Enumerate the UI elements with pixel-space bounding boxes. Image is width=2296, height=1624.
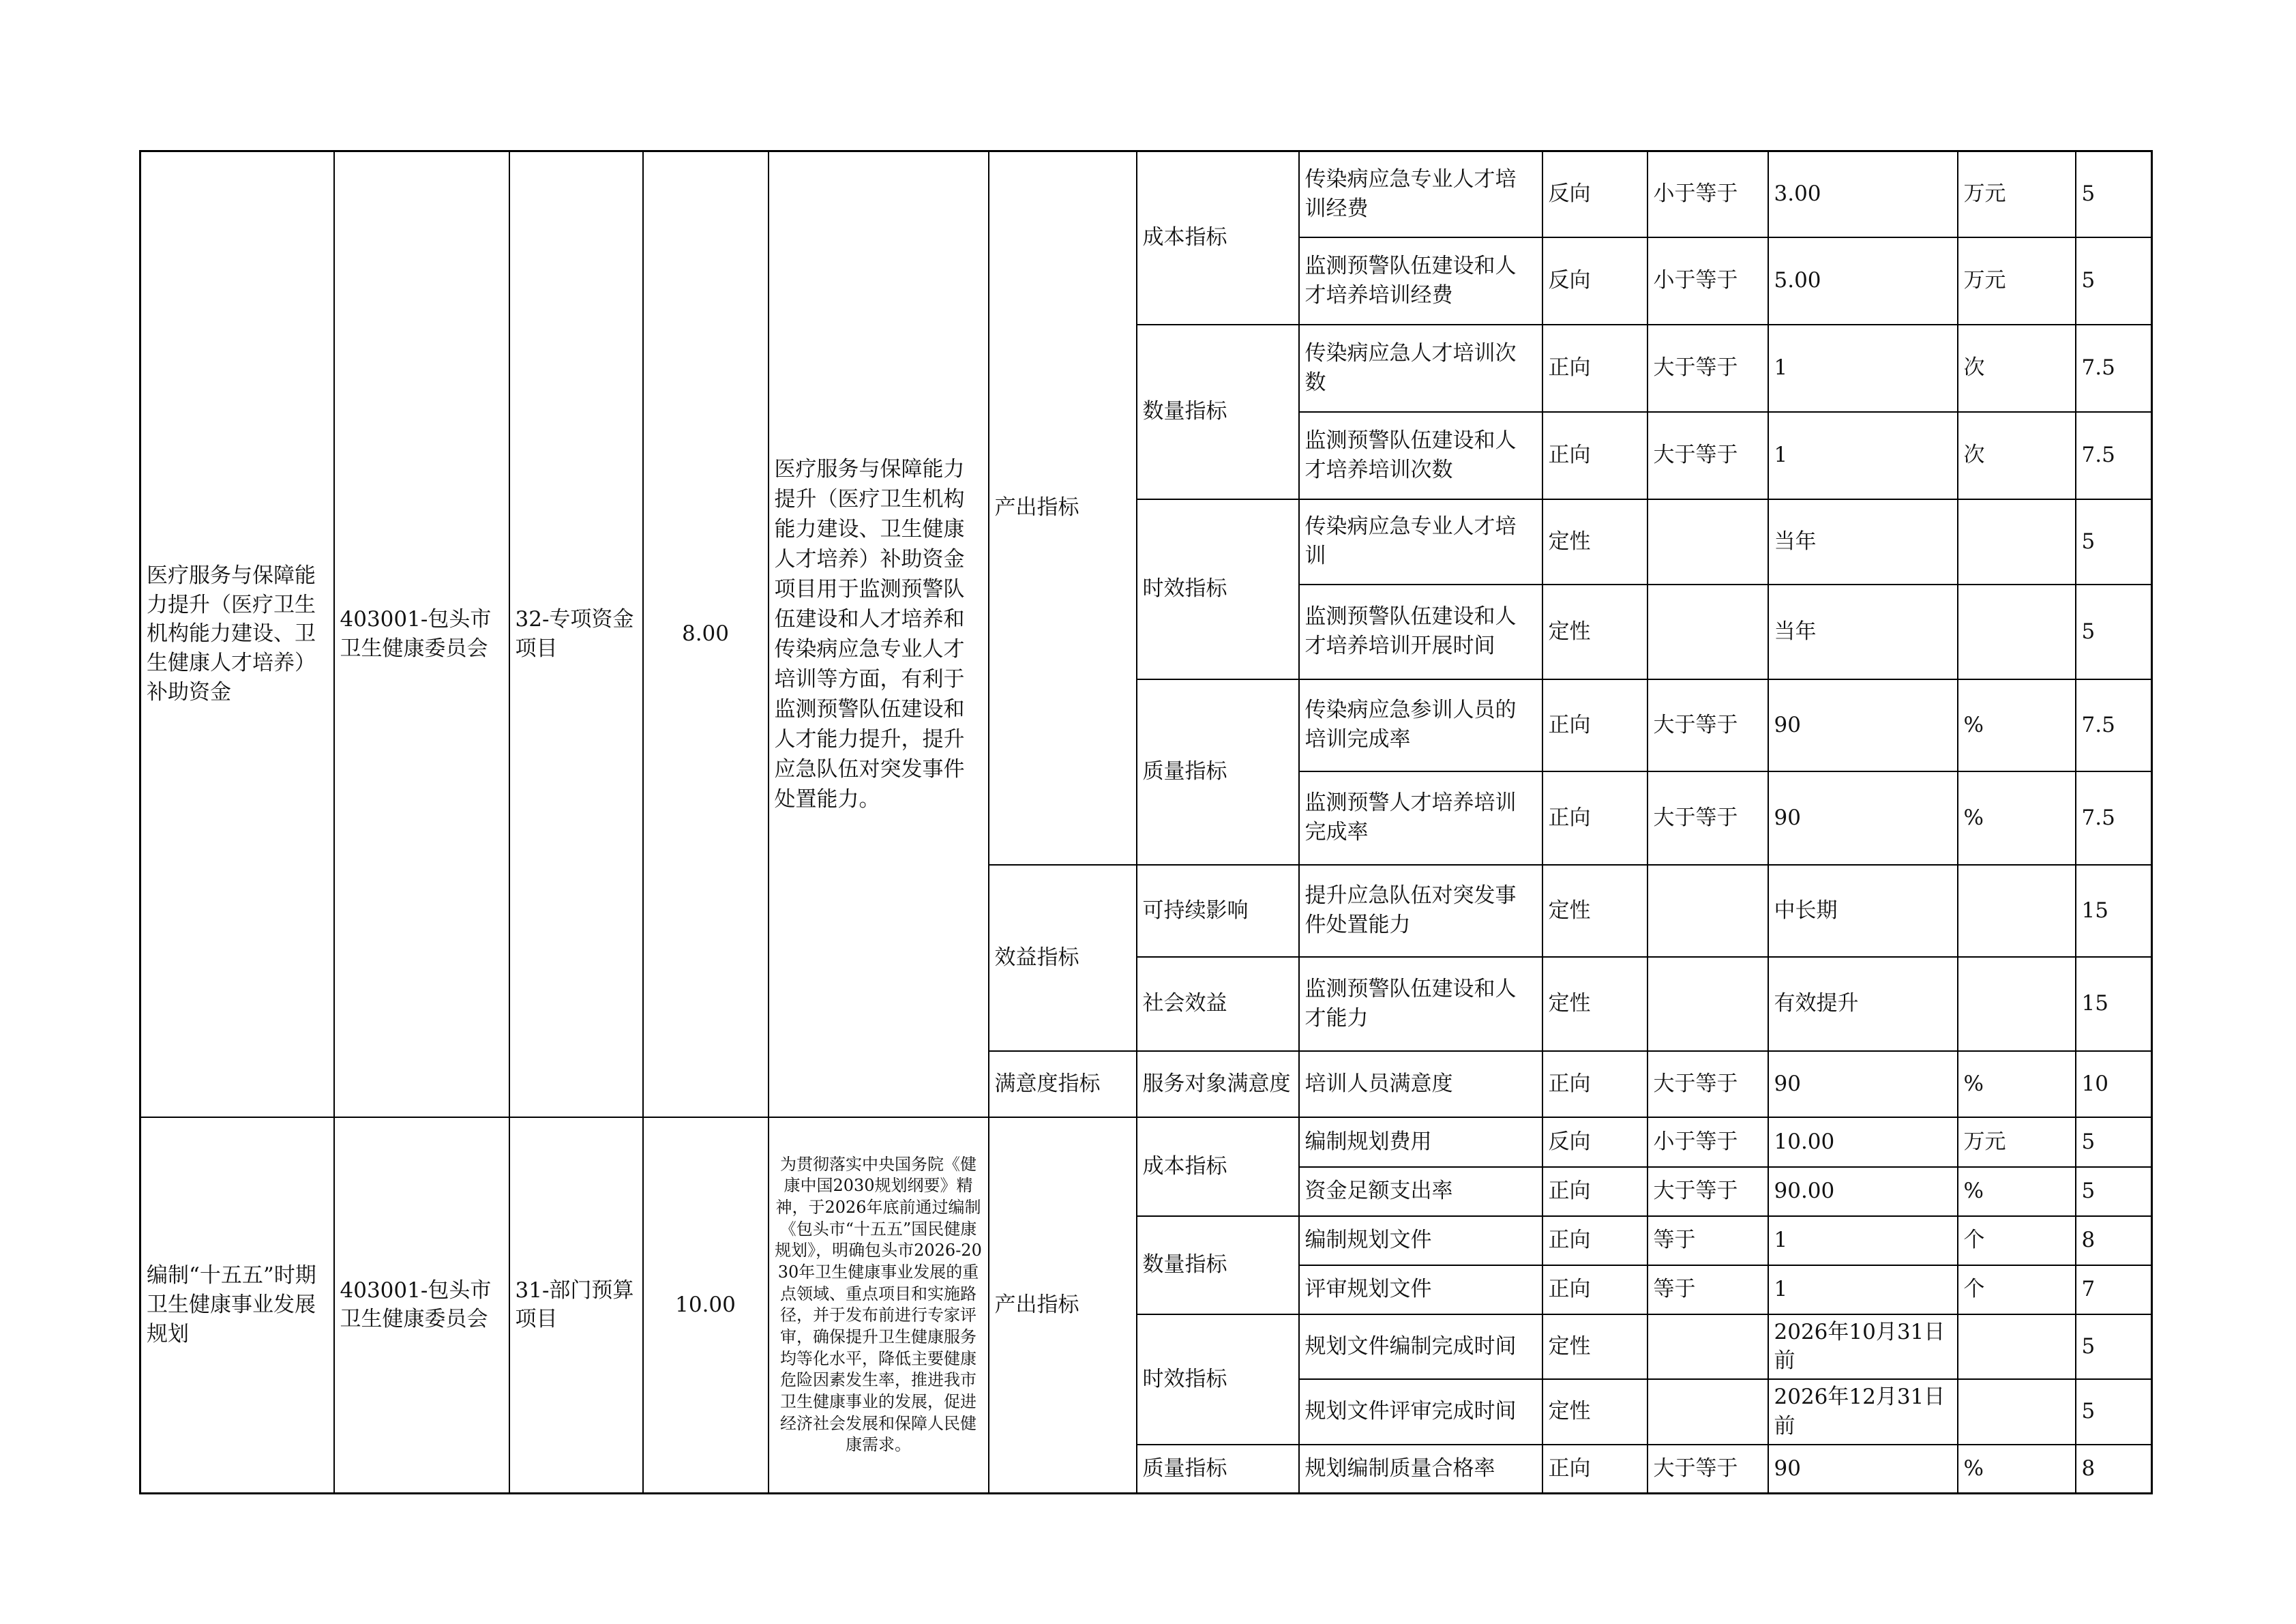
level1-indicator-cell: 产出指标 [989, 151, 1137, 865]
measure-unit-cell: 个 [1958, 1265, 2076, 1314]
value-cell: 中长期 [1768, 865, 1958, 957]
indicator-name-cell: 监测预警队伍建设和人才培养培训次数 [1299, 412, 1542, 499]
measure-unit-cell [1958, 1314, 2076, 1380]
table-row [140, 1117, 2152, 1167]
measure-unit-cell: 个 [1958, 1216, 2076, 1265]
operator-cell: 等于 [1648, 1216, 1768, 1265]
operator-cell [1648, 499, 1768, 585]
level2-indicator-cell: 可持续影响 [1137, 865, 1299, 957]
project-name-cell: 医疗服务与保障能力提升（医疗卫生机构能力建设、卫生健康人才培养）补助资金 [140, 151, 334, 1117]
indicator-name-cell: 规划编制质量合格率 [1299, 1445, 1542, 1494]
value-cell: 90 [1768, 771, 1958, 865]
value-cell: 90 [1768, 1051, 1958, 1117]
level1-indicator-cell: 满意度指标 [989, 1051, 1137, 1117]
direction-cell: 正向 [1542, 325, 1648, 412]
measure-unit-cell: 万元 [1958, 1117, 2076, 1167]
level1-indicator-cell: 产出指标 [989, 1117, 1137, 1494]
measure-unit-cell: % [1958, 1445, 2076, 1494]
operator-cell: 大于等于 [1648, 325, 1768, 412]
score-cell: 5 [2076, 151, 2152, 237]
score-cell: 7.5 [2076, 679, 2152, 771]
value-cell: 3.00 [1768, 151, 1958, 237]
measure-unit-cell: 万元 [1958, 151, 2076, 237]
score-cell: 5 [2076, 499, 2152, 585]
value-cell: 1 [1768, 412, 1958, 499]
direction-cell: 正向 [1542, 679, 1648, 771]
value-cell: 90.00 [1768, 1167, 1958, 1216]
operator-cell: 大于等于 [1648, 1051, 1768, 1117]
operator-cell: 等于 [1648, 1265, 1768, 1314]
value-cell: 有效提升 [1768, 957, 1958, 1051]
table-row [140, 151, 2152, 237]
operator-cell: 大于等于 [1648, 679, 1768, 771]
direction-cell: 反向 [1542, 1117, 1648, 1167]
description-cell: 医疗服务与保障能力提升（医疗卫生机构能力建设、卫生健康人才培养）补助资金项目用于监测预警队伍建设和人才培养和传染病应急专业人才培训等方面，有利于监测预警队伍建设和人才能力提升，提升应急队伍对突发事件处置能力。 [769, 151, 989, 1117]
direction-cell: 正向 [1542, 412, 1648, 499]
operator-cell [1648, 585, 1768, 679]
measure-unit-cell: % [1958, 1051, 2076, 1117]
indicator-name-cell: 编制规划费用 [1299, 1117, 1542, 1167]
direction-cell: 定性 [1542, 1379, 1648, 1445]
project-type-cell: 32-专项资金项目 [509, 151, 643, 1117]
level2-indicator-cell: 时效指标 [1137, 499, 1299, 679]
measure-unit-cell: 次 [1958, 412, 2076, 499]
operator-cell: 小于等于 [1648, 151, 1768, 237]
score-cell: 15 [2076, 865, 2152, 957]
level2-indicator-cell: 成本指标 [1137, 1117, 1299, 1216]
value-cell: 当年 [1768, 499, 1958, 585]
measure-unit-cell [1958, 865, 2076, 957]
performance-goal-table [139, 150, 2153, 1494]
indicator-name-cell: 监测预警人才培养培训完成率 [1299, 771, 1542, 865]
indicator-name-cell: 监测预警队伍建设和人才培养培训经费 [1299, 237, 1542, 325]
measure-unit-cell: 万元 [1958, 237, 2076, 325]
score-cell: 5 [2076, 1117, 2152, 1167]
direction-cell: 反向 [1542, 151, 1648, 237]
level2-indicator-cell: 成本指标 [1137, 151, 1299, 325]
operator-cell: 大于等于 [1648, 771, 1768, 865]
measure-unit-cell: % [1958, 679, 2076, 771]
operator-cell: 小于等于 [1648, 237, 1768, 325]
operator-cell [1648, 865, 1768, 957]
score-cell: 15 [2076, 957, 2152, 1051]
direction-cell: 正向 [1542, 1265, 1648, 1314]
direction-cell: 正向 [1542, 1445, 1648, 1494]
operator-cell: 小于等于 [1648, 1117, 1768, 1167]
measure-unit-cell [1958, 1379, 2076, 1445]
direction-cell: 定性 [1542, 865, 1648, 957]
direction-cell: 定性 [1542, 499, 1648, 585]
operator-cell: 大于等于 [1648, 412, 1768, 499]
direction-cell: 定性 [1542, 957, 1648, 1051]
operator-cell [1648, 1379, 1768, 1445]
measure-unit-cell [1958, 957, 2076, 1051]
score-cell: 8 [2076, 1445, 2152, 1494]
indicator-name-cell: 资金足额支出率 [1299, 1167, 1542, 1216]
indicator-name-cell: 监测预警队伍建设和人才能力 [1299, 957, 1542, 1051]
direction-cell: 定性 [1542, 585, 1648, 679]
indicator-name-cell: 规划文件评审完成时间 [1299, 1379, 1542, 1445]
indicator-name-cell: 传染病应急专业人才培训 [1299, 499, 1542, 585]
operator-cell: 大于等于 [1648, 1167, 1768, 1216]
score-cell: 10 [2076, 1051, 2152, 1117]
unit-cell: 403001-包头市卫生健康委员会 [334, 1117, 509, 1494]
level2-indicator-cell: 时效指标 [1137, 1314, 1299, 1445]
score-cell: 7.5 [2076, 412, 2152, 499]
measure-unit-cell: % [1958, 771, 2076, 865]
indicator-name-cell: 培训人员满意度 [1299, 1051, 1542, 1117]
operator-cell [1648, 957, 1768, 1051]
score-cell: 7 [2076, 1265, 2152, 1314]
level2-indicator-cell: 质量指标 [1137, 1445, 1299, 1494]
indicator-name-cell: 传染病应急专业人才培训经费 [1299, 151, 1542, 237]
project-name-cell: 编制“十五五”时期卫生健康事业发展规划 [140, 1117, 334, 1494]
measure-unit-cell [1958, 585, 2076, 679]
score-cell: 5 [2076, 1167, 2152, 1216]
value-cell: 2026年12月31日前 [1768, 1379, 1958, 1445]
indicator-name-cell: 传染病应急参训人员的培训完成率 [1299, 679, 1542, 771]
operator-cell [1648, 1314, 1768, 1380]
indicator-name-cell: 规划文件编制完成时间 [1299, 1314, 1542, 1380]
level1-indicator-cell: 效益指标 [989, 865, 1137, 1051]
measure-unit-cell [1958, 499, 2076, 585]
level2-indicator-cell: 数量指标 [1137, 1216, 1299, 1314]
level2-indicator-cell: 社会效益 [1137, 957, 1299, 1051]
direction-cell: 定性 [1542, 1314, 1648, 1380]
value-cell: 90 [1768, 679, 1958, 771]
value-cell: 5.00 [1768, 237, 1958, 325]
direction-cell: 正向 [1542, 1051, 1648, 1117]
direction-cell: 反向 [1542, 237, 1648, 325]
score-cell: 5 [2076, 1379, 2152, 1445]
indicator-name-cell: 提升应急队伍对突发事件处置能力 [1299, 865, 1542, 957]
measure-unit-cell: 次 [1958, 325, 2076, 412]
measure-unit-cell: % [1958, 1167, 2076, 1216]
amount-cell: 8.00 [643, 151, 769, 1117]
score-cell: 5 [2076, 585, 2152, 679]
direction-cell: 正向 [1542, 1167, 1648, 1216]
value-cell: 90 [1768, 1445, 1958, 1494]
score-cell: 7.5 [2076, 325, 2152, 412]
level2-indicator-cell: 质量指标 [1137, 679, 1299, 865]
project-type-cell: 31-部门预算项目 [509, 1117, 643, 1494]
score-cell: 5 [2076, 237, 2152, 325]
value-cell: 2026年10月31日前 [1768, 1314, 1958, 1380]
value-cell: 1 [1768, 325, 1958, 412]
description-cell: 为贯彻落实中央国务院《健康中国2030规划纲要》精神，于2026年底前通过编制《包头市“十五五”国民健康规划》，明确包头市2026-2030年卫生健康事业发展的重点领域、重点项目和实施路径，并于发布前进行专家评审，确保提升卫生健康服务均等化水平，降低主要健康危险因素发生率，推进我市卫生健康事业的发展，促进经济社会发展和保障人民健康需求。 [769, 1117, 989, 1494]
direction-cell: 正向 [1542, 1216, 1648, 1265]
value-cell: 当年 [1768, 585, 1958, 679]
indicator-name-cell: 传染病应急人才培训次数 [1299, 325, 1542, 412]
value-cell: 1 [1768, 1216, 1958, 1265]
score-cell: 5 [2076, 1314, 2152, 1380]
value-cell: 1 [1768, 1265, 1958, 1314]
level2-indicator-cell: 服务对象满意度 [1137, 1051, 1299, 1117]
amount-cell: 10.00 [643, 1117, 769, 1494]
operator-cell: 大于等于 [1648, 1445, 1768, 1494]
level2-indicator-cell: 数量指标 [1137, 325, 1299, 499]
score-cell: 8 [2076, 1216, 2152, 1265]
score-cell: 7.5 [2076, 771, 2152, 865]
value-cell: 10.00 [1768, 1117, 1958, 1167]
indicator-name-cell: 编制规划文件 [1299, 1216, 1542, 1265]
unit-cell: 403001-包头市卫生健康委员会 [334, 151, 509, 1117]
direction-cell: 正向 [1542, 771, 1648, 865]
indicator-name-cell: 评审规划文件 [1299, 1265, 1542, 1314]
indicator-name-cell: 监测预警队伍建设和人才培养培训开展时间 [1299, 585, 1542, 679]
